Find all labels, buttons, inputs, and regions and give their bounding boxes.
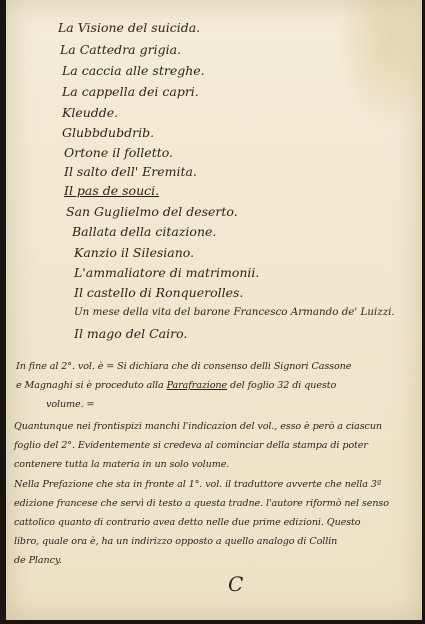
- note-line: [16, 381, 336, 391]
- title-line: Glubbdubdrib.: [62, 125, 155, 140]
- title-line: L'ammaliatore di matrimonii.: [74, 265, 260, 280]
- note-line: cattolico quanto di contrario avea detto nelle due prime edizioni. Questo: [14, 517, 361, 528]
- title-line: Il salto dell' Eremita.: [64, 164, 197, 179]
- title-line: La Cattedra grigia.: [60, 42, 181, 57]
- paper-stain: [336, 0, 422, 130]
- title-line: Ballata della citazione.: [72, 224, 217, 239]
- note-line: Quantunque nei frontispizi manchi l'indicazion del vol., esso è però a ciascun: [14, 421, 382, 432]
- note-line: In fine al 2°. vol. è = Si dichiara che di consenso delli Signori Cassone: [16, 361, 352, 372]
- title-line: Il mago del Cairo.: [74, 326, 188, 341]
- title-line: La cappella dei capri.: [62, 84, 199, 99]
- note-line: volume. =: [46, 399, 95, 410]
- note-fragment: e Magnaghi si è proceduto alla: [16, 380, 167, 391]
- note-line: libro, quale ora è, ha un indirizzo opposto a quello analogo di Collin: [14, 536, 338, 547]
- title-line: Kleudde.: [62, 105, 119, 120]
- page-mark: C: [228, 572, 244, 596]
- note-line: edizione francese che servì di testo a questa tradne. l'autore riformò nel senso: [14, 498, 389, 509]
- note-fragment: del foglio 32 di questo: [227, 380, 337, 391]
- note-line: contenere tutta la materia in un solo volume.: [14, 459, 230, 470]
- note-line: foglio del 2°. Evidentemente si credeva al cominciar della stampa di poter: [14, 440, 368, 451]
- title-line: Un mese della vita del barone Francesco Armando de' Luizzi.: [74, 306, 395, 318]
- title-line: La Visione del suicida.: [58, 20, 201, 35]
- title-line: La caccia alle streghe.: [62, 63, 205, 78]
- title-line: Il castello di Ronquerolles.: [74, 285, 244, 300]
- note-line: de Plancy.: [14, 555, 62, 566]
- manuscript-page: [6, 0, 422, 620]
- title-line: Kanzio il Silesiano.: [74, 245, 195, 260]
- note-line: Nella Prefazione che sta in fronte al 1°. vol. il traduttore avverte che nella 3ª: [14, 479, 382, 490]
- title-line: Il pas de souci.: [64, 183, 160, 198]
- title-line: Ortone il folletto.: [64, 145, 174, 160]
- note-underlined: Parafrazione: [166, 380, 228, 391]
- title-line: San Guglielmo del deserto.: [66, 204, 238, 219]
